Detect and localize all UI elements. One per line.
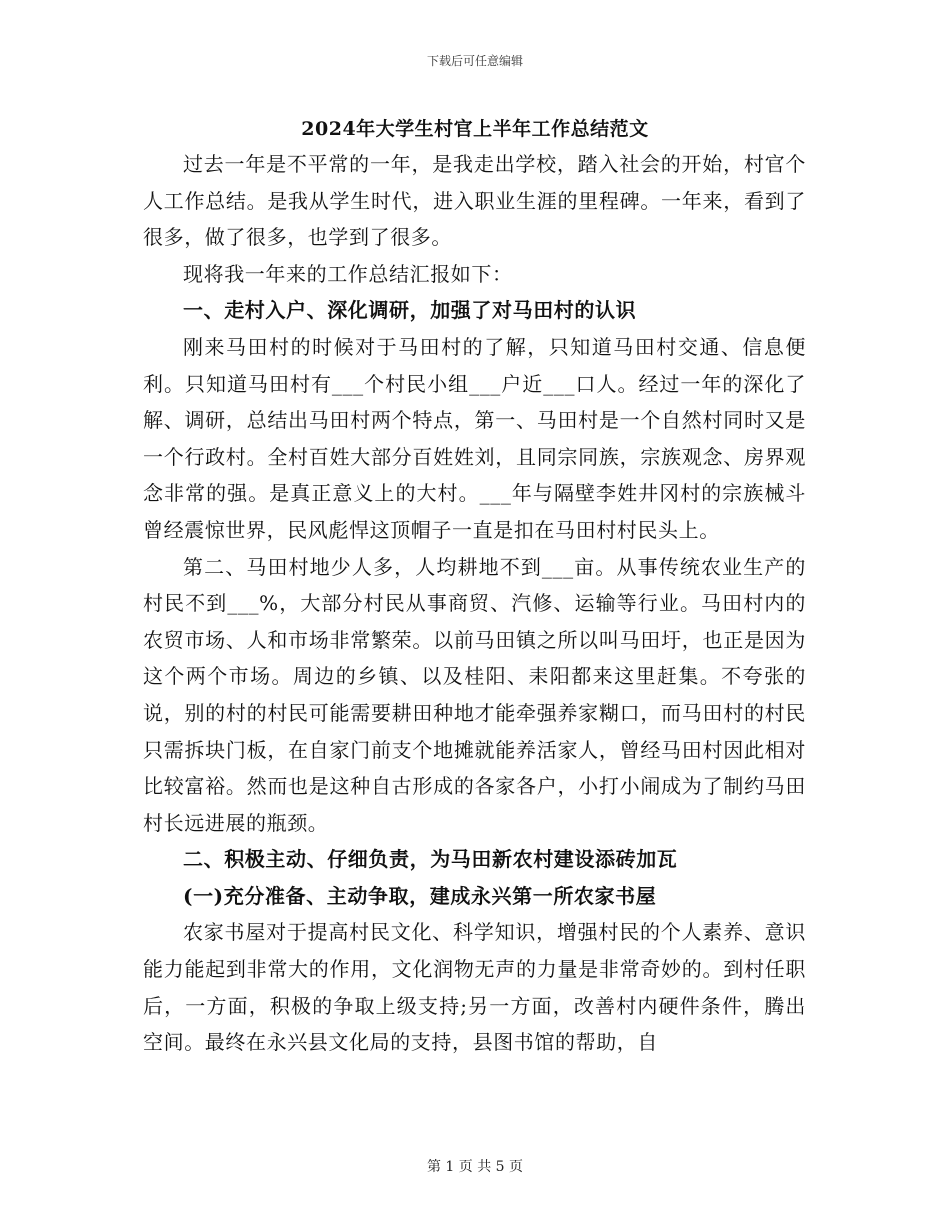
header-note: 下载后可任意编辑 xyxy=(426,54,523,68)
section-heading-1: 一、走村入户、深化调研，加强了对马田村的认识 xyxy=(183,298,637,323)
paragraph-library: 农家书屋对于提高村民文化、科学知识，增强村民的个人素养、意识能力能起到非常大的作用，文化润物无声的力量是非常奇妙的。到村任职后，一方面，积极的争取上级支持;另一方面，改善村内硬件条件，腾出空间。最终在永兴县文化局的支持，县图书馆的帮助，自 xyxy=(143,920,806,1055)
document-title: 2024年大学生村官上半年工作总结范文 xyxy=(301,118,649,140)
paragraph-summary-lead: 现将我一年来的工作总结汇报如下： xyxy=(183,261,513,286)
document-body xyxy=(143,146,806,1061)
paragraph-village-understanding: 刚来马田村的时候对于马田村的了解，只知道马田村交通、信息便利。只知道马田村有___个村民小组___户近___口人。经过一年的深化了解、调研，总结出马田村两个特点，第一、马田村是一个自然村同时又是一个行政村。全村百姓大部分百姓姓刘，且同宗同族，宗族观念、房界观念非常的强。是真正意义上的大村。___年与隔壁李姓井冈村的宗族械斗曾经震惊世界，民风彪悍这顶帽子一直是扣在马田村村民头上。 xyxy=(143,334,806,542)
paragraph-intro: 过去一年是不平常的一年，是我走出学校，踏入社会的开始，村官个人工作总结。是我从学生时代，进入职业生涯的里程碑。一年来，看到了很多，做了很多，也学到了很多。 xyxy=(143,152,806,250)
page-number: 第 1 页 共 5 页 xyxy=(426,1159,524,1175)
paragraph-second-feature: 第二、马田村地少人多，人均耕地不到___亩。从事传统农业生产的村民不到___%，大部分村民从事商贸、汽修、运输等行业。马田村内的农贸市场、人和市场非常繁荣。以前马田镇之所以叫马田圩，也正是因为这个两个市场。周边的乡镇、以及桂阳、耒阳都来这里赶集。不夸张的说，别的村的村民可能需要耕田种地才能牵强养家糊口，而马田村的村民只需拆块门板，在自家门前支个地摊就能养活家人，曾经马田村因此相对比较富裕。然而也是这种自古形成的各家各户，小打小闹成为了制约马田村长远进展的瓶颈。 xyxy=(143,554,806,835)
subsection-heading-1: (一)充分准备、主动争取，建成永兴第一所农家书屋 xyxy=(183,883,657,908)
section-heading-2: 二、积极主动、仔细负责，为马田新农村建设添砖加瓦 xyxy=(183,847,678,872)
